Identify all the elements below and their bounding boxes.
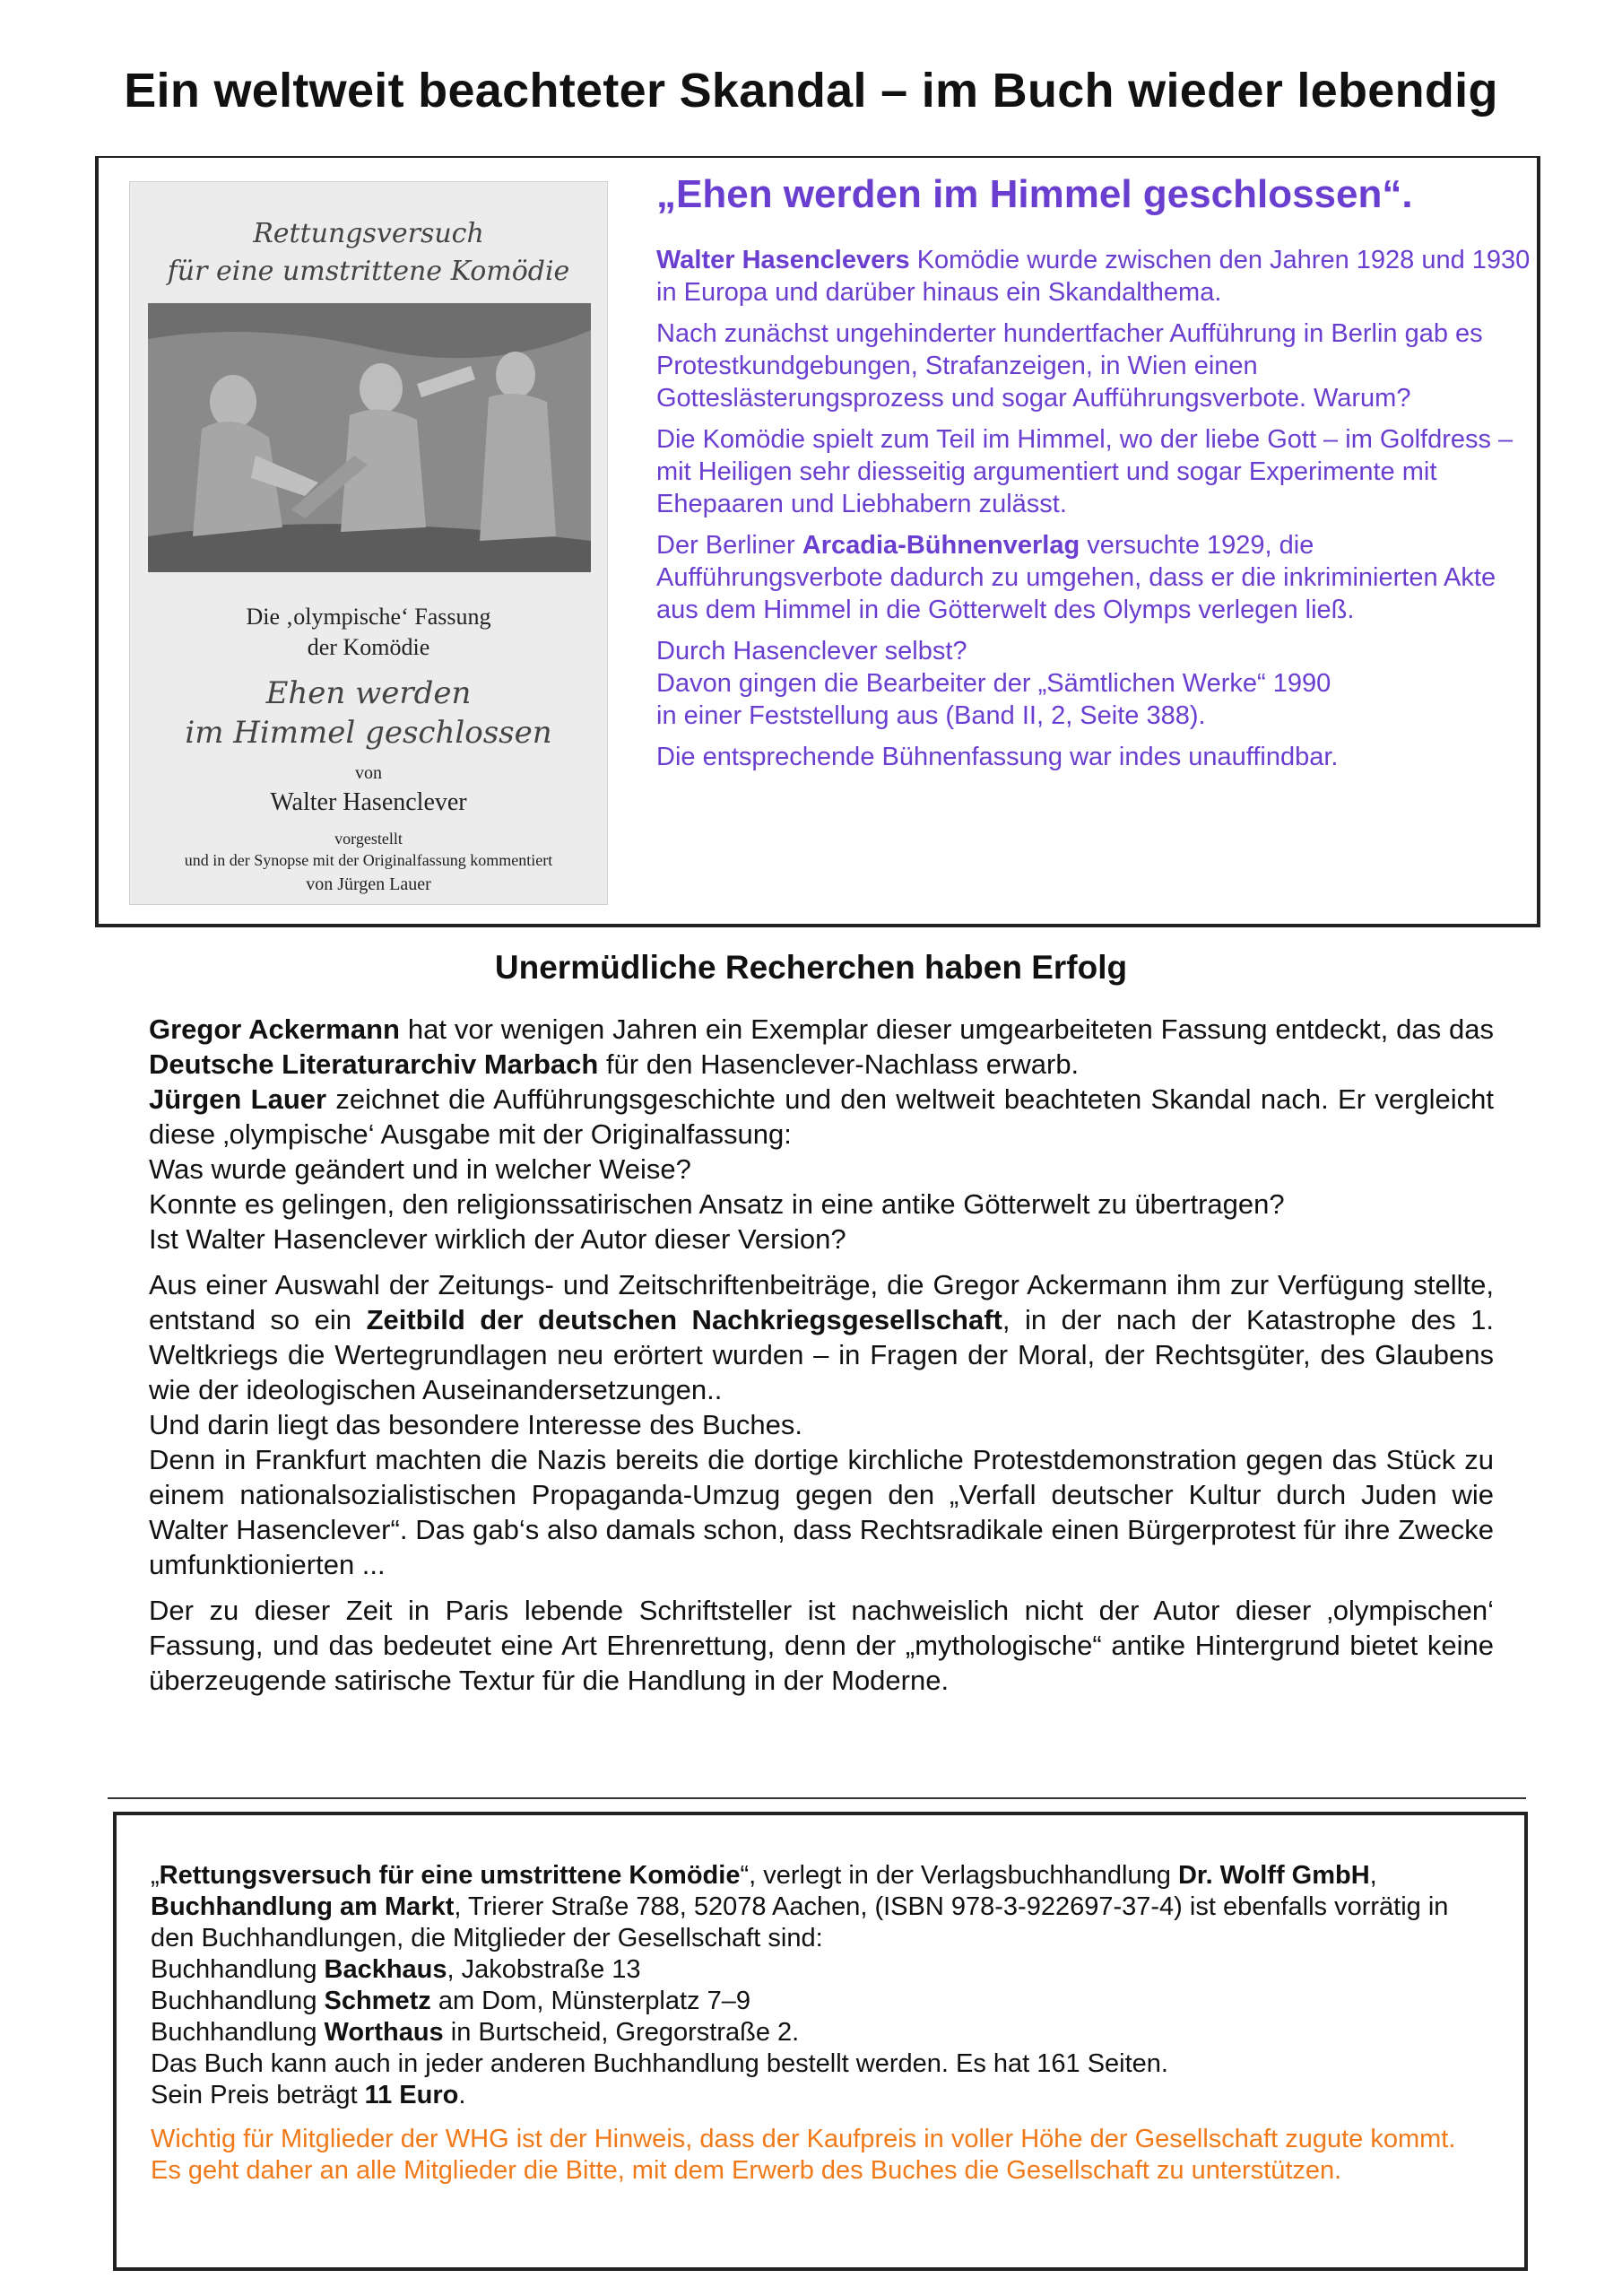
order-note: Das Buch kann auch in jeder anderen Buchhandlung bestellt werden. Es hat 161 Seiten. <box>151 2049 1168 2078</box>
intro-paragraph-2: Nach zunächst ungehinderter hundertfacher Aufführung in Berlin gab es Protestkundgebungen, Strafanzeigen, in Wien einen Gotteslästerungsprozess und sogar Aufführungsverbote. Warum? <box>656 319 1483 413</box>
body-paragraph-4: Der zu dieser Zeit in Paris lebende Schriftsteller ist nachweislich nicht der Autor dieser ‚olympischen‘ Fassung, und das bedeutet eine Art Ehrenrettung, denn der „mythologische“ antike Hintergrund bietet keine überzeugende satirische Textur für die Handlung in der Moderne. <box>149 1595 1494 1696</box>
text: Buchhandlung <box>151 1955 325 1984</box>
body-paragraph-3b: Denn in Frankfurt machten die Nazis bereits die dortige kirchliche Protestdemonstration gegen das Stück zu einem nationalsozialistischen Propaganda-Umzug gegen den „Verfall deutscher Kultur durch Juden wie Walter Hasenclever“. Das gab‘s also damals schon, dass Rechtsradikale einen Bürgerprotest für ihre Zwecke umfunktionierten ... <box>149 1444 1494 1580</box>
cover-author: Walter Hasenclever <box>270 788 467 816</box>
text: , in der nach der Katastrophe des 1. Weltkriegs die Wertegrundlagen neu erörtert wurden – in Fragen der Moral, der Rechtsgüter, des Glaubens wie der ideologischen Auseinandersetzungen.. <box>149 1304 1494 1405</box>
cover-line-1: Die ‚olympische‘ Fassung <box>246 604 491 630</box>
bold-text: Rettungsversuch für eine umstrittene Komödie <box>159 1861 741 1890</box>
member-notice: Wichtig für Mitglieder der WHG ist der Hinweis, dass der Kaufpreis in voller Höhe der Gesellschaft zugute kommt. Es geht daher an alle Mitglieder die Bitte, mit dem Erwerb des Buches die Gesellschaft zu unterstützen. <box>151 2125 1456 2185</box>
intro-text <box>656 172 1535 782</box>
intro-paragraph-5 <box>656 635 1535 732</box>
section-heading: Unermüdliche Recherchen haben Erfolg <box>494 949 1128 986</box>
text: Sein Preis beträgt <box>151 2081 365 2109</box>
text: am Dom, Münsterplatz 7–9 <box>430 1987 750 2015</box>
store-line-3 <box>151 2017 1487 2048</box>
bold-text: 11 Euro <box>364 2081 459 2109</box>
bold-text: Dr. Wolff GmbH <box>1177 1861 1370 1890</box>
text: , <box>1369 1861 1377 1890</box>
intro-paragraph-1 <box>656 244 1535 309</box>
bold-text: Gregor Ackermann <box>149 1013 400 1045</box>
text: versuchte 1929, die Aufführungsverbote dadurch zu umgehen, dass er die inkriminierten Akte aus dem Himmel in die Götterwelt des Olymps verlegen ließ. <box>656 531 1496 624</box>
top-info-box <box>95 156 1540 927</box>
text: , Jakobstraße 13 <box>447 1955 641 1984</box>
cover-von: von <box>355 763 382 783</box>
cover-top-line-2: für eine umstrittene Komödie <box>167 256 570 287</box>
cover-title-line-2: im Himmel geschlossen <box>185 715 552 751</box>
body-line: Konnte es gelingen, den religionssatirischen Ansatz in eine antike Götterwelt zu übertragen? <box>149 1188 1285 1220</box>
text: Der Berliner <box>656 531 802 560</box>
bold-text: Schmetz <box>324 1987 431 2015</box>
page-title: Ein weltweit beachteter Skandal – im Buch wieder lebendig <box>124 64 1498 117</box>
text: hat vor wenigen Jahren ein Exemplar dieser umgearbeiteten Fassung entdeckt, das das <box>399 1013 1494 1045</box>
price-line <box>151 2080 1487 2111</box>
cover-line-2: der Komödie <box>307 634 430 660</box>
bold-text: Buchhandlung am Markt <box>151 1892 455 1921</box>
order-info-paragraph <box>151 1860 1487 1954</box>
intro-paragraph-4 <box>656 529 1535 626</box>
cover-line-7: vorgestellt <box>334 830 403 848</box>
body-paragraph-1 <box>149 1012 1494 1082</box>
intro-paragraph-6: Die entsprechende Bühnenfassung war indes unauffindbar. <box>656 743 1339 771</box>
bold-text: Arcadia-Bühnenverlag <box>802 531 1080 560</box>
text: in Burtscheid, Gregorstraße 2. <box>443 2018 800 2047</box>
body-paragraph-2 <box>149 1082 1494 1152</box>
bold-text: Zeitbild der deutschen Nachkriegsgesellschaft <box>366 1304 1002 1335</box>
text: “, verlegt in der Verlagsbuchhandlung <box>740 1861 1178 1890</box>
text: für den Hasenclever-Nachlass erwarb. <box>598 1048 1080 1080</box>
cover-top-line-1: Rettungsversuch <box>253 218 484 249</box>
cover-line-8: und in der Synopse mit der Originalfassung kommentiert <box>184 851 553 869</box>
body-line: Und darin liegt das besondere Interesse des Buches. <box>149 1409 802 1440</box>
text: Buchhandlung <box>151 1987 325 2015</box>
text: Aus einer Auswahl der Zeitungs- und Zeitschriftenbeiträge, die Gregor Ackermann ihm zur Verfügung stellte, entstand so ein <box>149 1269 1494 1335</box>
body-line: Was wurde geändert und in welcher Weise? <box>149 1153 691 1185</box>
store-line-2 <box>151 1986 1487 2017</box>
intro-headline: „Ehen werden im Himmel geschlossen“. <box>656 172 1413 216</box>
bold-text: Jürgen Lauer <box>149 1083 327 1115</box>
cover-title-line-1: Ehen werden <box>265 675 472 711</box>
store-line-1 <box>151 1954 1487 1986</box>
body-line: Ist Walter Hasenclever wirklich der Autor dieser Version? <box>149 1223 846 1255</box>
text: zeichnet die Aufführungsgeschichte und den weltweit beachteten Skandal nach. Er vergleicht diese ‚olympische‘ Ausgabe mit der Originalfassung: <box>149 1083 1494 1150</box>
text: in einer Feststellung aus (Band II, 2, Seite 388). <box>656 701 1206 730</box>
bold-text: Backhaus <box>324 1955 447 1984</box>
bold-text: Deutsche Literaturarchiv Marbach <box>149 1048 599 1080</box>
intro-paragraph-3: Die Komödie spielt zum Teil im Himmel, wo der liebe Gott – im Golfdress – mit Heiligen sehr diesseitig argumentiert und sogar Experimente mit Ehepaaren und Liebhabern zulässt. <box>656 425 1514 518</box>
text: „ <box>151 1861 160 1890</box>
body-paragraph-3 <box>149 1267 1494 1407</box>
text: Buchhandlung <box>151 2018 325 2047</box>
text: Davon gingen die Bearbeiter der „Sämtlichen Werke“ 1990 <box>656 669 1331 698</box>
text: Komödie wurde zwischen den Jahren 1928 und 1930 in Europa und darüber hinaus ein Skandalthema. <box>656 246 1531 307</box>
bold-text: Walter Hasenclevers <box>656 246 910 274</box>
main-text <box>149 1012 1494 1698</box>
divider <box>108 1797 1526 1799</box>
cover-line-9: von Jürgen Lauer <box>306 874 431 894</box>
text: Durch Hasenclever selbst? <box>656 637 967 665</box>
order-info-box <box>113 1812 1528 2271</box>
cover-relief-image <box>148 303 591 572</box>
book-cover <box>129 181 608 905</box>
bold-text: Worthaus <box>324 2018 444 2047</box>
text: , Trierer Straße 788, 52078 Aachen, (ISBN 978-3-922697-37-4) ist ebenfalls vorrätig in den Buchhandlungen, die Mitglieder der Gesellschaft sind: <box>151 1892 1449 1952</box>
text: . <box>458 2081 466 2109</box>
